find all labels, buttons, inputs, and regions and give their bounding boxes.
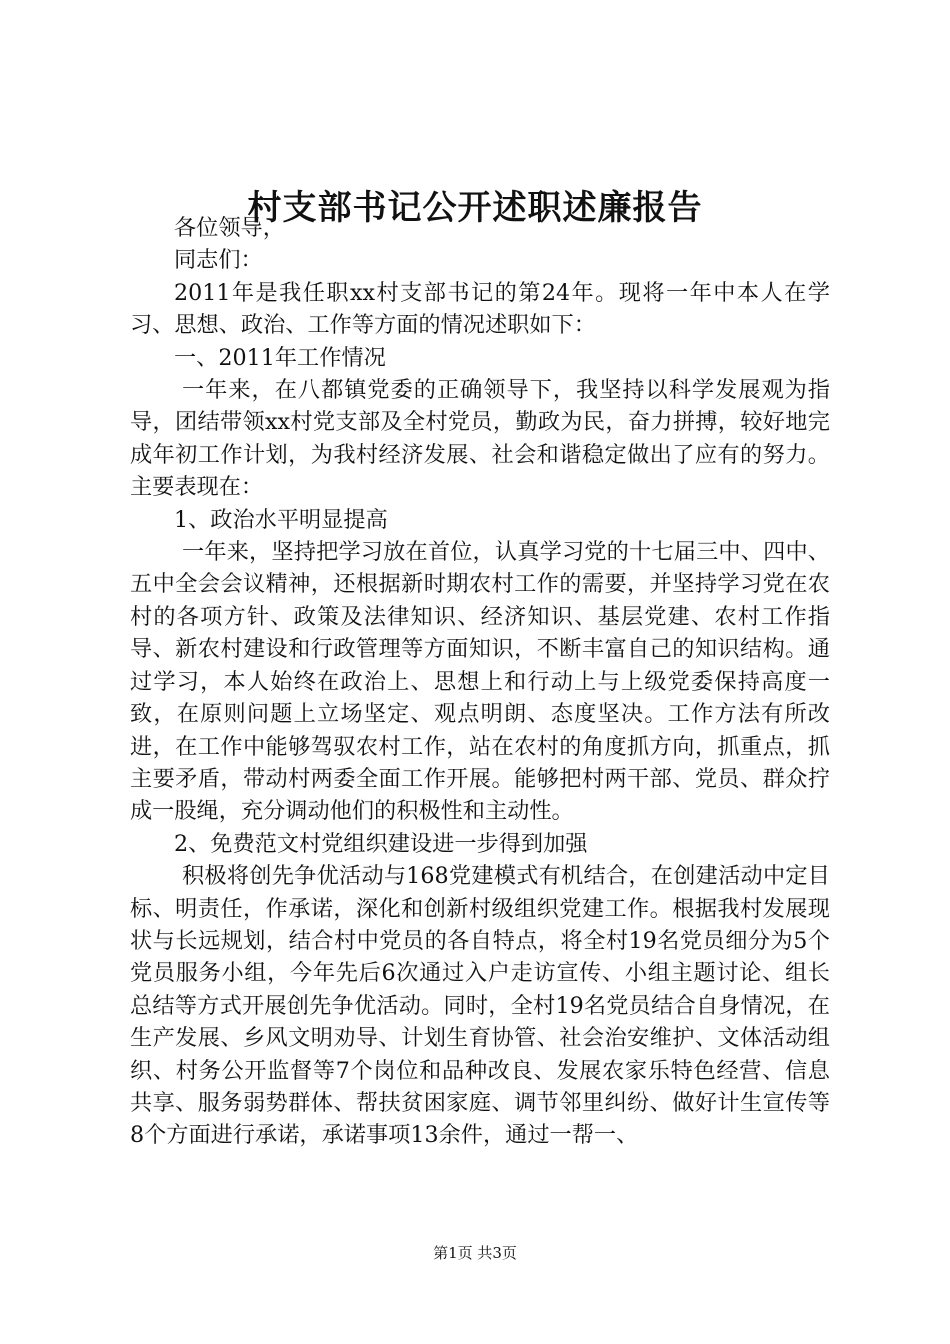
subheading-party-organization: 2、免费范文村党组织建设进一步得到加强 xyxy=(174,830,588,857)
salutation-leaders: 各位领导， xyxy=(174,215,285,241)
section-heading-1: 一、2011年工作情况 xyxy=(174,344,386,371)
party-organization-paragraph: 积极将创先争优活动与168党建模式有机结合，在创建活动中定目标、明责任，作承诺，深化和创新村级组织党建工作。根据我村发展现状与长远规划，结合村中党员的各自特点，将全村19名党员细分为5个党员服务小组，今年先后6次通过入户走访宣传、小组主题讨论、组长总结等方式开展创先争优活动。同时，全村19名党员结合自身情况，在生产发展、乡风文明劝导、计划生育协管、社会治安维护、文体活动组织、村务公开监督等7个岗位和品种改良、发展农家乐特色经营、信息共享、服务弱势群体、帮扶贫困家庭、调节邻里纠纷、做好计生宣传等8个方面进行承诺，承诺事项13余件，通过一帮一、 xyxy=(130,863,830,1149)
subheading-political-level: 1、政治水平明显提高 xyxy=(174,506,388,533)
political-level-paragraph: 一年来，坚持把学习放在首位，认真学习党的十七届三中、四中、五中全会会议精神，还根据新时期农村工作的需要，并坚持学习党在农村的各项方针、政策及法律知识、经济知识、基层党建、农村工作指导、新农村建设和行政管理等方面知识，不断丰富自己的知识结构。通过学习，本人始终在政治上、思想上和行动上与上级党委保持高度一致，在原则问题上立场坚定、观点明朗、态度坚决。工作方法有所改进，在工作中能够驾驭农村工作，站在农村的角度抓方向，抓重点，抓主要矛盾，带动村两委全面工作开展。能够把村两干部、党员、群众拧成一股绳，充分调动他们的积极性和主动性。 xyxy=(130,539,830,825)
salutation-comrades: 同志们： xyxy=(174,247,263,274)
document-title: 村支部书记公开述职述廉报告 xyxy=(247,188,703,228)
intro-paragraph: 2011年是我任职xx村支部书记的第24年。现将一年中本人在学习、思想、政治、工作等方面的情况述职如下： xyxy=(130,279,830,339)
document-body xyxy=(130,212,830,1152)
page-footer: 第1页 共3页 xyxy=(433,1244,517,1262)
section-1-paragraph: 一年来，在八都镇党委的正确领导下，我坚持以科学发展观为指导，团结带领xx村党支部及全村党员，勤政为民，奋力拼搏，较好地完成年初工作计划，为我村经济发展、社会和谐稳定做出了应有的努力。主要表现在： xyxy=(130,377,830,501)
